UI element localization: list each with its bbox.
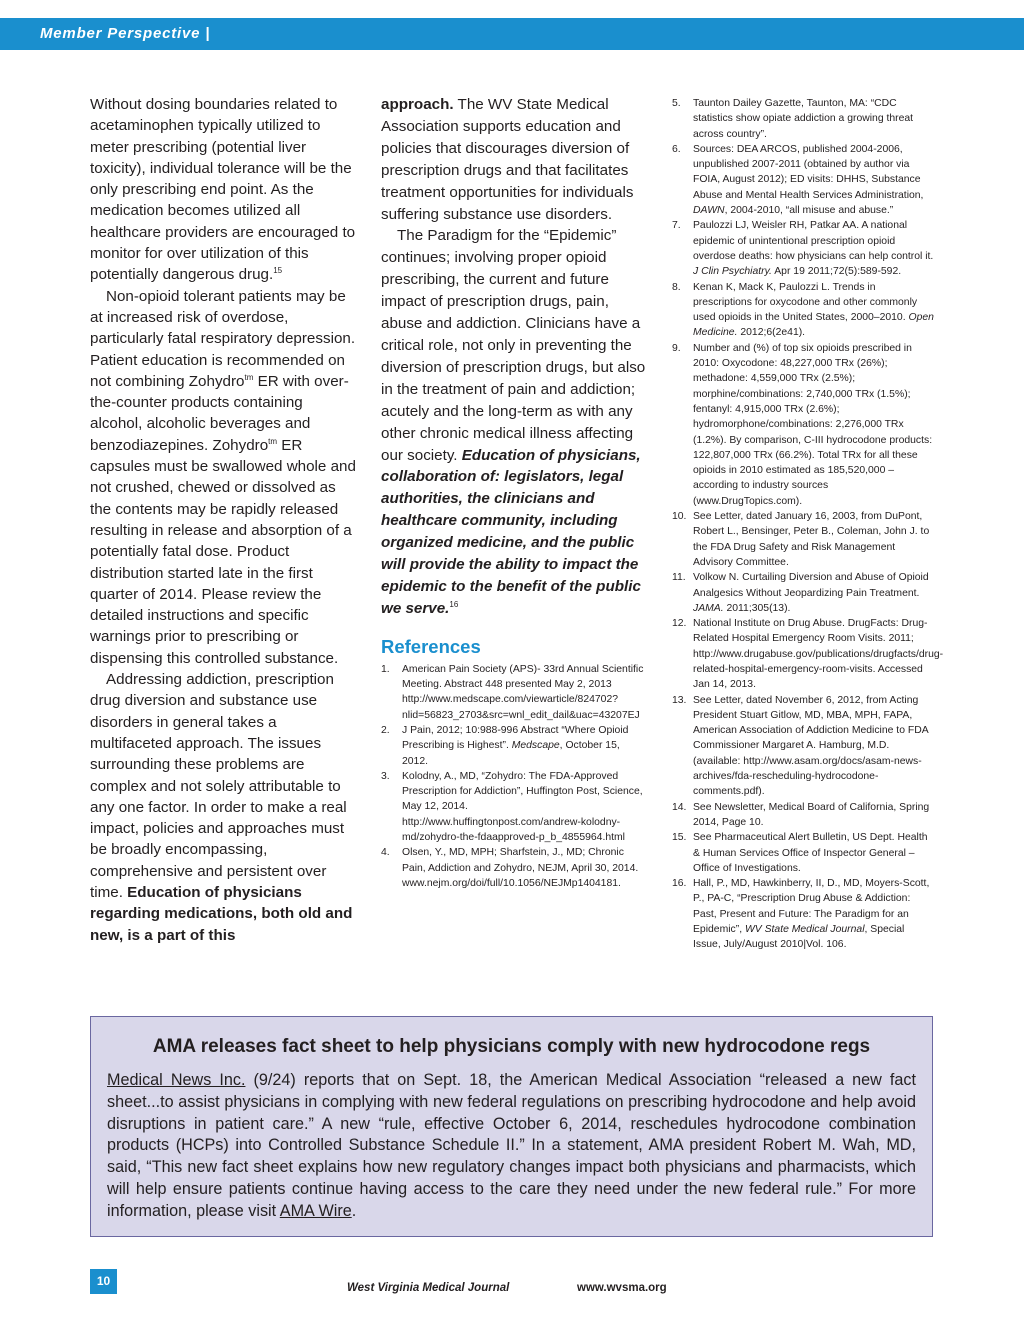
ama-wire-link[interactable]: AMA Wire: [279, 1201, 352, 1220]
news-sidebar-box: [90, 1016, 933, 1237]
reference-item: 9. Number and (%) of top six opioids prescribed in 2010: Oxycodone: 48,227,000 TRx (26%); methadone: 4,559,000 TRx (2.5%); morphine/combinations: 2,740,000 TRx (1.5%); fentanyl: 4,915,000 TRx (2.6%); hydromorphone/combinations: 2,276,000 TRx (1.2%). By comparison, C-III hydrocodone products: 122,807,000 TRx (66.2%). Total TRx for all these opioids in 2010 estimated as 185,520,000 –according to industry sources (www.DrugTopics.com).: [672, 342, 933, 507]
reference-item: 10. See Letter, dated January 16, 2003, from DuPont, Robert L., Bensinger, Peter B., Coleman, John J. to the FDA Drug Safety and Risk Management Advisory Committee.: [672, 511, 930, 568]
reference-item: 2. J Pain, 2012; 10:988-996 Abstract “Where Opioid Prescribing is Highest”. Medscape, October 15, 2012.: [381, 724, 629, 767]
reference-item: 1. American Pain Society (APS)- 33rd Annual Scientific Meeting. Abstract 448 presented May 2, 2013 http://www.medscape.com/viewarticle/824702?nlid=56823_2703&src=wnl_edit_dail&uac=43207EJ: [381, 663, 644, 721]
reference-item: 14. See Newsletter, Medical Board of California, Spring 2014, Page 10.: [672, 801, 930, 828]
reference-item: 8. Kenan K, Mack K, Paulozzi L. Trends in prescriptions for oxycodone and other commonly used opioids in the United States, 2000–2010. Open Medicine. 2012;6(2e41).: [672, 281, 934, 339]
reference-item: 6. Sources: DEA ARCOS, published 2004-2006, unpublished 2007-2011 (obtained by author via FOIA, August 2012); ED visits: DHHS, Substance Abuse and Mental Health Services Administration, DAWN, 2004-2010, “all misuse and abuse.”: [672, 143, 924, 217]
reference-item: 16. Hall, P., MD, Hawkinberry, II, D., MD, Moyers-Scott, P., PA-C, “Prescription Drug Abuse & Addiction: Past, Present and Future: The Paradigm for an Epidemic”, WV State Medical Journal, Special Issue, July/August 2010|Vol. 106.: [672, 878, 930, 951]
footer-journal-name: West Virginia Medical Journal: [347, 1282, 510, 1294]
reference-item: 12. National Institute on Drug Abuse. DrugFacts: Drug-Related Hospital Emergency Room Visits. 2011; http://www.drugabuse.gov/publications/drugfacts/drug-related-hospital-emergency-room-visits. Accessed Jan 14, 2013.: [672, 618, 944, 691]
references-heading: References: [381, 635, 481, 657]
section-label: Member Perspective |: [40, 25, 211, 42]
reference-list: [381, 662, 647, 891]
reference-item: 7. Paulozzi LJ, Weisler RH, Patkar AA. A national epidemic of unintentional prescription opioid overdose deaths: how physicians can help control it. J Clin Psychiatry. Apr 19 2011;72(5):589-592.: [672, 220, 934, 278]
paragraph: Non-opioid tolerant patients may be at increased risk of overdose, particularly fatal respiratory depression. Patient education is recommended on not combining Zohydro$^{tm}$ ER with over-the-counter products containing alcohol, alcoholic beverages and benzodiazepines. Zohydro$^{tm}$ ER capsules must be swallowed whole and not crushed, chewed or dissolved as the contents may be rapidly released resulting in release and absorption of a potentially fatal dose. Product distribution started late in the first quarter of 2014. Please review the detailed instructions and specific warnings prior to prescribing or dispensing this controlled substance.: [90, 287, 356, 667]
article-column-1: [90, 94, 358, 946]
section-header-bar: [0, 18, 1024, 50]
reference-item: 13. See Letter, dated November 6, 2012, from Acting President Stuart Gitlow, MD, MBA, MPH, FAPA, American Association of Addiction Medicine to FDA Commissioner Margaret A. Hamburg, M.D. (available: http://www.asam.org/docs/asam-news-archives/fda-rescheduling-hydrocodone-comments.pdf).: [672, 694, 929, 798]
news-title: AMA releases fact sheet to help physicians comply with new hydrocodone regs: [152, 1036, 871, 1057]
medical-news-link[interactable]: Medical News Inc.: [107, 1071, 246, 1089]
article-column-2: [381, 94, 647, 891]
paragraph: Addressing addiction, prescription drug diversion and substance use disorders in general takes a multifaceted approach. The issues surrounding these problems are complex and not solely attributable to any one factor. In order to make a real impact, policies and approaches must be broadly encompassing, comprehensive and persistent over time. Education of physicians regarding medications, both old and new, is a part of this: [90, 671, 353, 944]
reference-item: 4. Olsen, Y., MD, MPH; Sharfstein, J., MD; Chronic Pain, Addiction and Zohydro, NEJM, April 30, 2014. www.nejm.org/doi/full/10.1056/NEJMp1404181.: [381, 847, 639, 889]
reference-list: [672, 96, 944, 953]
paragraph: The Paradigm for the “Epidemic” continues; involving proper opioid prescribing, the current and future impact of prescription drugs, pain, abuse and addiction. Clinicians have a critical role, not only in preventing the diversion of prescription drugs, but also in the treatment of pain and addiction; acutely and the long-term as with any other chronic medical illness affecting our society. Education of physicians, collaboration of: legislators, legal authorities, the clinicians and healthcare community, including organized medicine, and the public will provide the ability to impact the epidemic to the benefit of the public we serve.$^{16}$: [381, 227, 646, 617]
reference-item: 11. Volkow N. Curtailing Diversion and Abuse of Opioid Analgesics Without Jeopardizing Pain Treatment. JAMA. 2011;305(13).: [672, 572, 929, 614]
paragraph: approach. The WV State Medical Association supports education and policies that discourages diversion of prescription drugs and that facilitates treatment opportunities for individuals suffering substance use disorders.: [381, 96, 634, 223]
paragraph: Without dosing boundaries related to acetaminophen typically utilized to meter prescribing (potential liver toxicity), individual tolerance will be the only prescribing end point. As the medication becomes utilized all healthcare providers are encouraged to monitor for over utilization of this potentially dangerous drug.$^{15}$: [90, 96, 356, 284]
article-column-3: [672, 96, 944, 953]
reference-item: 5. Taunton Dailey Gazette, Taunton, MA: “CDC statistics show opiate addiction a growing threat across country”.: [672, 98, 914, 140]
footer-url: www.wvsma.org: [577, 1282, 667, 1294]
reference-item: 15. See Pharmaceutical Alert Bulletin, US Dept. Health & Human Services Office of Inspector General – Office of Investigations.: [672, 832, 928, 874]
reference-item: 3. Kolodny, A., MD, “Zohydro: The FDA-Approved Prescription for Addiction”, Huffington Post, Science, May 12, 2014. http://www.huffingtonpost.com/andrew-kolodny-md/zohydro-the-fdaapproved-p_b_4855964.html: [381, 770, 643, 844]
news-body: Medical News Inc. (9/24) reports that on Sept. 18, the American Medical Association “released a new fact sheet...to assist physicians in complying with new federal regulations on prescribing hydrocodone and help avoid disruptions in patient care.” A new “rule, effective October 6, 2014, reschedules hydrocodone combination products (HCPs) into Controlled Substance Schedule II.” In a statement, AMA president Robert M. Wah, MD, said, “This new fact sheet explains how new regulatory changes impact both physicians and pharmacists, which will help ensure patients continue having access to the care they need under the new federal rule.” For more information, please visit AMA Wire.: [107, 1071, 917, 1220]
page-number: 10: [90, 1269, 117, 1294]
